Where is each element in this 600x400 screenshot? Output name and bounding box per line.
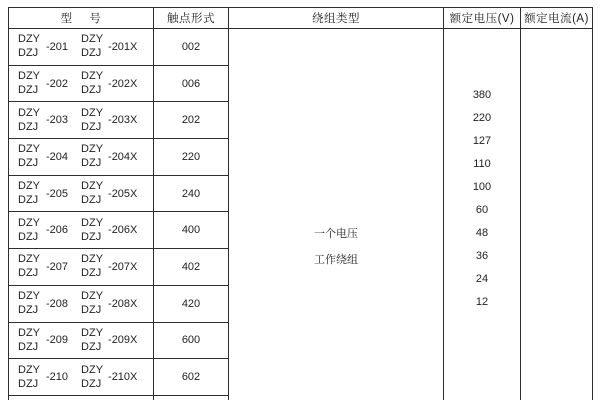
model-prefix-dzy: DZY: [18, 70, 40, 83]
model-prefix-dzy: DZY: [18, 326, 40, 339]
model-prefix-dzy: DZY: [18, 143, 40, 156]
model-cell: [9, 323, 154, 360]
model-cell: [9, 102, 154, 139]
model-cell: [9, 249, 154, 286]
contact-form-cell: 220: [154, 139, 229, 176]
model-prefix-dzj: DZJ: [81, 84, 102, 97]
contact-form-cell: 002: [154, 29, 229, 66]
model-number: -208: [46, 297, 69, 310]
model-prefix-stack: [18, 34, 40, 59]
header-rated-voltage: 额定电压(V): [444, 8, 521, 29]
winding-type-text: [229, 221, 443, 273]
model-prefix-stack: [18, 328, 40, 353]
contact-form-cell: 420: [154, 286, 229, 323]
model-prefix-dzj: DZJ: [81, 340, 102, 353]
model-prefix-stack: [81, 365, 103, 390]
voltage-list: [444, 89, 520, 309]
model-prefix-dzj: DZJ: [18, 84, 39, 97]
model-prefix-dzy: DZY: [18, 363, 40, 376]
model-prefix-dzy: DZY: [81, 290, 104, 303]
model-prefix-stack: [18, 254, 40, 279]
model-number: -210: [46, 371, 69, 384]
model-prefix-stack: [81, 181, 103, 206]
model-prefix-dzy: DZY: [81, 70, 104, 83]
model-prefix-dzj: DZJ: [18, 304, 39, 317]
model-number: -206: [46, 224, 69, 237]
voltage-value: 36: [475, 250, 489, 262]
contact-form-cell: 202: [154, 102, 229, 139]
model-number-x: -208X: [108, 297, 138, 310]
contact-form-cell: 600: [154, 323, 229, 360]
model-number-x: -204X: [108, 150, 138, 163]
model-prefix-dzy: DZY: [81, 216, 104, 229]
model-number-x: -203X: [108, 114, 138, 127]
model-number: -207: [46, 260, 69, 273]
model-prefix-stack: [18, 291, 40, 316]
voltage-value: 60: [475, 204, 489, 216]
model-number-x: -201X: [108, 40, 138, 53]
model-prefix-stack: [81, 291, 103, 316]
contact-form-cell: 240: [154, 176, 229, 213]
voltage-value: 220: [472, 112, 492, 124]
voltage-value: 24: [475, 273, 489, 285]
contact-form-cell: 602: [154, 359, 229, 396]
model-number-x: -209X: [108, 334, 138, 347]
winding-type-line: 工作绕组: [314, 254, 358, 266]
model-prefix-dzy: DZY: [18, 253, 40, 266]
model-prefix-dzj: DZJ: [81, 267, 102, 280]
model-prefix-dzj: DZJ: [18, 230, 39, 243]
model-prefix-dzj: DZJ: [81, 304, 102, 317]
partial-row-model-cell: [9, 396, 154, 400]
model-prefix-dzy: DZY: [81, 363, 104, 376]
header-contact-form: 触点形式: [154, 8, 229, 29]
model-prefix-dzj: DZJ: [81, 230, 102, 243]
model-number-x: -210X: [108, 371, 138, 384]
winding-type-cell: [229, 29, 444, 400]
model-prefix-dzj: DZJ: [18, 340, 39, 353]
model-prefix-dzy: DZY: [18, 290, 40, 303]
model-prefix-dzj: DZJ: [18, 47, 39, 60]
model-prefix-stack: [81, 71, 103, 96]
model-prefix-stack: [81, 144, 103, 169]
model-number: -205: [46, 187, 69, 200]
model-cell: [9, 176, 154, 213]
model-prefix-stack: [81, 108, 103, 133]
partial-row-contact-cell: [154, 396, 229, 400]
model-prefix-dzy: DZY: [81, 33, 104, 46]
model-number: -203: [46, 114, 69, 127]
model-prefix-dzj: DZJ: [81, 157, 102, 170]
voltage-value: 48: [475, 227, 489, 239]
voltage-value: 380: [472, 89, 492, 101]
model-cell: [9, 359, 154, 396]
relay-spec-table: [8, 7, 593, 400]
voltage-value: 12: [475, 296, 489, 308]
contact-form-cell: 402: [154, 249, 229, 286]
model-prefix-dzj: DZJ: [81, 47, 102, 60]
model-prefix-dzy: DZY: [18, 33, 40, 46]
model-prefix-stack: [18, 218, 40, 243]
model-prefix-stack: [81, 254, 103, 279]
model-prefix-stack: [81, 328, 103, 353]
model-prefix-dzj: DZJ: [18, 377, 39, 390]
header-model: 型 号: [9, 8, 154, 29]
model-prefix-dzy: DZY: [81, 326, 104, 339]
model-cell: [9, 286, 154, 323]
model-number: -209: [46, 334, 69, 347]
rated-current-cell: [521, 29, 592, 400]
model-prefix-dzy: DZY: [81, 106, 104, 119]
model-number-x: -202X: [108, 77, 138, 90]
model-prefix-dzy: DZY: [81, 180, 104, 193]
model-prefix-stack: [18, 108, 40, 133]
contact-form-cell: 006: [154, 66, 229, 103]
voltage-value: 127: [472, 135, 492, 147]
model-number: -202: [46, 77, 69, 90]
model-prefix-dzy: DZY: [81, 253, 104, 266]
winding-type-line: 一个电压: [314, 228, 358, 240]
model-prefix-stack: [18, 144, 40, 169]
model-number-x: -205X: [108, 187, 138, 200]
model-cell: [9, 139, 154, 176]
model-prefix-dzy: DZY: [18, 106, 40, 119]
model-number: -204: [46, 150, 69, 163]
model-cell: [9, 29, 154, 66]
model-prefix-dzy: DZY: [18, 180, 40, 193]
model-prefix-dzy: DZY: [81, 143, 104, 156]
model-prefix-dzj: DZJ: [81, 377, 102, 390]
model-prefix-stack: [81, 34, 103, 59]
model-prefix-stack: [18, 71, 40, 96]
model-prefix-dzj: DZJ: [81, 120, 102, 133]
model-prefix-stack: [18, 181, 40, 206]
model-number: -201: [46, 40, 69, 53]
model-cell: [9, 66, 154, 103]
rated-voltage-cell: [444, 29, 521, 400]
model-prefix-stack: [81, 218, 103, 243]
model-prefix-dzj: DZJ: [18, 267, 39, 280]
model-prefix-stack: [18, 365, 40, 390]
model-prefix-dzj: DZJ: [18, 120, 39, 133]
model-number-x: -206X: [108, 224, 138, 237]
model-number-x: -207X: [108, 260, 138, 273]
voltage-value: 110: [473, 158, 491, 170]
model-cell: [9, 212, 154, 249]
model-prefix-dzy: DZY: [18, 216, 40, 229]
model-prefix-dzj: DZJ: [18, 194, 39, 207]
voltage-value: 100: [472, 181, 492, 193]
header-winding-type: 绕组类型: [229, 8, 444, 29]
model-prefix-dzj: DZJ: [81, 194, 102, 207]
contact-form-cell: 400: [154, 212, 229, 249]
model-prefix-dzj: DZJ: [18, 157, 39, 170]
header-rated-current: 额定电流(A): [521, 8, 592, 29]
